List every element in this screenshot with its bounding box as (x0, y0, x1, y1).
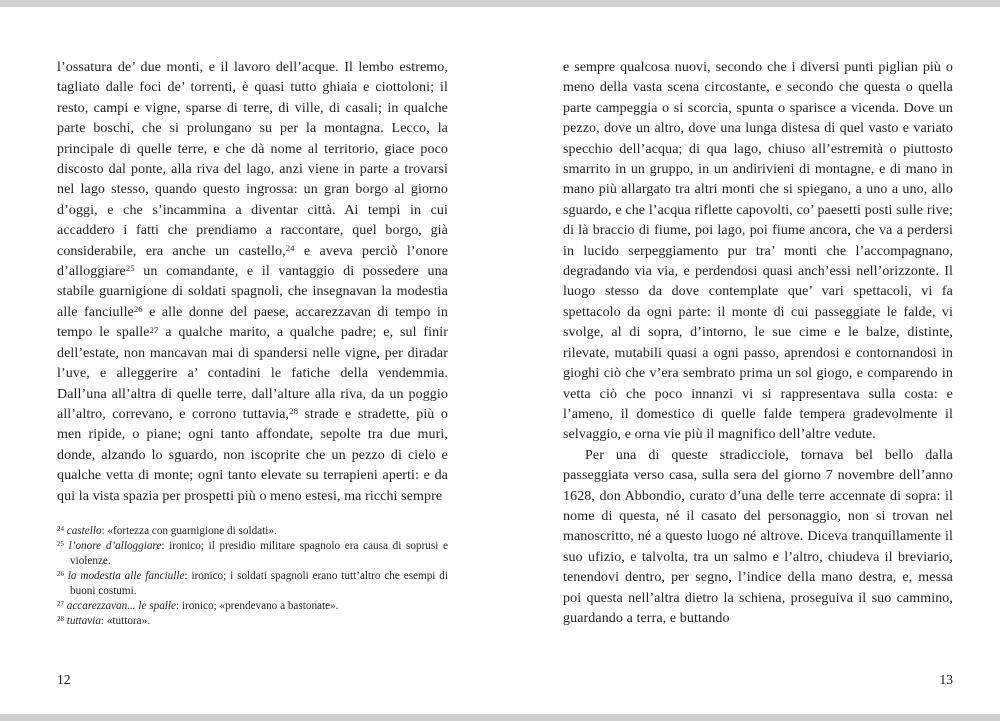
page-number-left: 12 (57, 672, 71, 687)
text-run: strade e stradette, più o men ripide, o piane; ogni tanto affondate, sepolte tra due muri, donde, alzando lo sguardo, non iscoprite che un pezzo di cielo e qualche vetta di monte; ogni tanto elevate su terrapieni aperti: e da qui la vista spazia per prospetti più o meno estesi, ma ricchi sempre (57, 406, 448, 504)
footnote (57, 569, 448, 599)
paragraph-continuation: e sempre qualcosa nuovi, secondo che i diversi punti piglian più o meno della vasta scena circostante, e secondo che questa o quella parte campeggia o si scorcia, spunta o sparisce a vicenda. Dove un pezzo, dove un altro, dove una lunga distesa di quel vasto e variato specchio dell’acqua; di qua lago, chiuso all’estremità o piuttosto smarrito in un gruppo, in un andirivieni di montagne, e di mano in mano più allargato tra altri monti che si spiegano, a uno a uno, allo sguardo, e che l’acqua riflette capovolti, co’ paesetti posti sulle rive; di là braccio di fiume, poi lago, poi fiume ancora, che va a perdersi in lucido serpeggiamento pur tra’ monti che l’accompagnano, degradando via via, e perdendosi quasi anch’essi nell’orizzonte. Il luogo stesso da dove contemplate que’ vari spettacoli, vi fa spettacolo da ogni parte: il monte di cui passeggiate le falde, vi svolge, al di sopra, d’intorno, le sue cime e le balze, distinte, rilevate, mutabili quasi a ogni passo, aprendosi e contornandosi in gioghi ciò che v’era sembrato prima un sol giogo, e comparendo in vetta ciò che poco innanzi vi si rappresentava sulla costa: e l’ameno, il domestico di quelle falde tempera gradevolmente il selvaggio, e orna vie più il magnifico dell’altre vedute. (563, 60, 953, 443)
footnotes-block (57, 524, 448, 629)
book-spread (0, 7, 1000, 714)
page-left (0, 7, 500, 714)
text-run: : ironico; i soldati spagnoli erano tutt’altro che esempi di buoni costumi. (70, 569, 448, 597)
italic-term: castello (66, 524, 102, 537)
text-run: : «fortezza con guarnigione di soldati». (101, 524, 277, 537)
footnote-marker: 26 (57, 570, 64, 579)
footnote-marker: 24 (285, 243, 295, 254)
text-run: un comandante, e il vantaggio di possedere una stabile guarnigione di soldati spagnoli, che insegnavan la modestia alle fanciulle (57, 264, 448, 320)
text-run: : ironico; «prendevano a bastonate». (176, 599, 339, 612)
footnote-marker: 27 (57, 600, 64, 609)
paragraph-new: Per una di queste stradicciole, tornava bel bello dalla passeggiata verso casa, sulla sera del giorno 7 novembre dell’anno 1628, don Abbondio, curato d’una delle terre accennate di sopra: il nome di questa, né il casato del personaggio, non si trovan nel manoscritto, né a questo luogo né altrove. Diceva tranquillamente il suo ufizio, e talvolta, tra un salmo e l’altro, chiudeva il breviario, tenendovi dentro, per segno, l’indice della mano destra, e, messa poi questa nell’altra dietro la schiena, proseguiva il suo cammino, guardando a terra, e buttando (563, 447, 953, 626)
page-right (500, 7, 1000, 714)
footnote-marker: 28 (57, 615, 64, 624)
italic-term: l’onore d’alloggiare (68, 539, 162, 552)
text-run: e alle donne del paese, accarezzavan di tempo in tempo le spalle (57, 304, 448, 341)
footnote-marker: 25 (57, 540, 64, 549)
page-number-right: 13 (939, 672, 953, 687)
footnote-marker: 27 (149, 324, 159, 335)
footnote-marker: 24 (57, 525, 64, 534)
footnote-marker: 28 (289, 406, 299, 417)
text-run: a qualche marito, a qualche padre; e, sul finir dell’estate, non mancavan mai di spandersi nelle vigne, per diradar l’uve, e alleggerire a’ contadini le fatiche della vendemmia. Dall’una all’altra di quelle terre, dall’alture alla riva, da un poggio all’altro, correvano, e corrono tuttavia, (57, 325, 448, 422)
text-run: e aveva perciò l’onore d’alloggiare (57, 243, 449, 280)
italic-term: la modestia alle fanciulle (67, 569, 185, 582)
footnote (57, 539, 448, 569)
text-run: : «tuttora». (100, 614, 151, 627)
footnote-marker: 25 (125, 263, 135, 274)
italic-term: tuttavia (66, 614, 101, 627)
footnote (57, 614, 448, 629)
footnote-marker: 26 (133, 304, 143, 315)
footnote (57, 599, 448, 614)
text-run: : ironico; il presidio militare spagnolo era causa di soprusi e violenze. (70, 539, 448, 567)
footnote (57, 524, 448, 539)
left-page-body (57, 58, 448, 507)
text-run: l’ossatura de’ due monti, e il lavoro dell’acque. Il lembo estremo, tagliato dalle foci de’ torrenti, è quasi tutto ghiaia e ciottoloni; il resto, campi e vigne, sparse di terre, di ville, di casali; in qualche parte boschi, che si prolungano su per la montagna. Lecco, la principale di quelle terre, e che dà nome al territorio, giace poco discosto dal ponte, alla riva del lago, anzi viene in parte a trovarsi nel lago stesso, quando questo ingrossa: un gran borgo al giorno d’oggi, e che s’incammina a diventar città. Ai tempi in cui accaddero i fatti che prendiamo a raccontare, quel borgo, già considerabile, era anche un castello, (57, 60, 448, 259)
italic-term: accarezzavan... le spalle (66, 599, 176, 612)
right-page-body (563, 58, 953, 629)
